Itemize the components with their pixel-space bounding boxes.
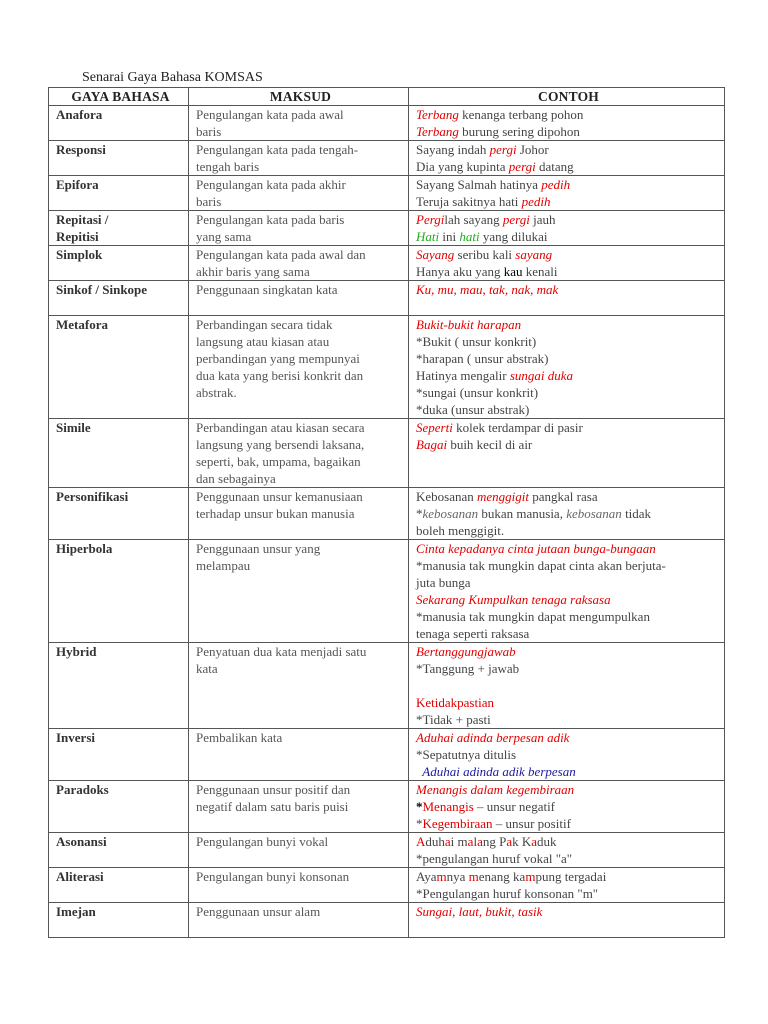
contoh-line [416, 367, 721, 384]
contoh-text: bukan manusia, [478, 506, 567, 521]
contoh-text: yang dilukai [479, 229, 548, 244]
contoh-text: boleh menggigit. [416, 523, 505, 538]
contoh-text: – unsur positif [492, 816, 571, 831]
maksud-cell [189, 106, 409, 141]
contoh-cell [409, 246, 725, 281]
maksud-line: negatif dalam satu baris puisi [196, 799, 349, 814]
contoh-text: *Sepatutnya ditulis [416, 747, 517, 762]
header-gaya-bahasa: GAYA BAHASA [49, 88, 189, 106]
contoh-text: duh [425, 834, 445, 849]
gaya-bahasa-cell [49, 729, 189, 781]
contoh-text: Hanya aku yang [416, 264, 504, 279]
contoh-text: m [525, 869, 536, 884]
contoh-line [416, 591, 721, 608]
contoh-text: duk [537, 834, 557, 849]
contoh-text: *Tidak + pasti [416, 712, 491, 727]
contoh-text: Sekarang Kumpulkan tenaga raksasa [416, 592, 611, 607]
contoh-text: *Tanggung + jawab [416, 661, 520, 676]
contoh-line [416, 763, 721, 780]
contoh-text: Bertanggungjawab [416, 644, 516, 659]
maksud-line: akhir baris yang sama [196, 264, 310, 279]
gaya-bahasa-cell [49, 781, 189, 833]
contoh-line [416, 746, 721, 763]
contoh-line [416, 316, 721, 333]
table-row [49, 106, 725, 141]
contoh-text: *Pengulangan huruf konsonan "m" [416, 886, 599, 901]
contoh-text: Sayang indah [416, 142, 490, 157]
contoh-text: kenanga terbang pohon [458, 107, 584, 122]
contoh-text: ini [439, 229, 460, 244]
contoh-text: burung sering dipohon [458, 124, 580, 139]
contoh-line [416, 401, 721, 418]
contoh-text: pangkal rasa [529, 489, 598, 504]
contoh-cell [409, 176, 725, 211]
contoh-text: Hatinya mengalir [416, 368, 510, 383]
contoh-cell [409, 106, 725, 141]
contoh-text: sungai duka [509, 368, 574, 383]
contoh-cell [409, 281, 725, 316]
maksud-cell [189, 540, 409, 643]
gaya-bahasa-name: Paradoks [56, 782, 109, 797]
gaya-bahasa-cell [49, 540, 189, 643]
contoh-cell [409, 781, 725, 833]
maksud-cell [189, 419, 409, 488]
contoh-line [416, 436, 721, 453]
table-row [49, 643, 725, 729]
contoh-text: Kegembiraan [422, 816, 493, 831]
contoh-text: Terbang [416, 124, 459, 139]
contoh-cell [409, 868, 725, 903]
table-row [49, 281, 725, 316]
contoh-line [416, 505, 721, 522]
contoh-text: *manusia tak mungkin dapat cinta akan berjuta- [416, 558, 666, 573]
contoh-text: pergi [508, 159, 536, 174]
contoh-text: Aya [416, 869, 437, 884]
maksud-cell [189, 781, 409, 833]
contoh-line [416, 868, 721, 885]
maksud-cell [189, 246, 409, 281]
contoh-line [416, 903, 721, 920]
table-row [49, 903, 725, 938]
contoh-line [416, 176, 721, 193]
contoh-line [416, 557, 721, 574]
gaya-bahasa-name: Simplok [56, 247, 103, 262]
contoh-text: Teruja sakitnya hati [416, 194, 522, 209]
gaya-bahasa-name: Imejan [56, 904, 96, 919]
contoh-text: Aduhai adinda adik berpesan [416, 764, 576, 779]
gaya-bahasa-cell [49, 141, 189, 176]
maksud-line: Perbandingan secara tidak [196, 317, 333, 332]
contoh-text: jauh [529, 212, 556, 227]
contoh-text: i m [450, 834, 468, 849]
contoh-line [416, 660, 721, 677]
maksud-cell [189, 729, 409, 781]
contoh-text: pung tergadai [535, 869, 607, 884]
contoh-text: nya [446, 869, 469, 884]
contoh-text: a [467, 834, 474, 849]
gaya-bahasa-name: Epifora [56, 177, 99, 192]
table-row [49, 246, 725, 281]
contoh-line [416, 625, 721, 642]
contoh-text: pergi [502, 212, 530, 227]
contoh-cell [409, 833, 725, 868]
table-header-row [49, 88, 725, 106]
contoh-cell [409, 419, 725, 488]
contoh-line [416, 643, 721, 660]
contoh-text: Cinta kepadanya cinta jutaan bunga-bungaan [416, 541, 656, 556]
maksud-line: Pengulangan bunyi vokal [196, 834, 329, 849]
contoh-line [416, 263, 721, 280]
gaya-bahasa-name: Hybrid [56, 644, 97, 659]
maksud-cell [189, 211, 409, 246]
maksud-cell [189, 141, 409, 176]
gaya-bahasa-cell [49, 868, 189, 903]
header-contoh: CONTOH [409, 88, 725, 106]
contoh-line [416, 711, 721, 728]
contoh-text: – unsur negatif [473, 799, 556, 814]
table-row [49, 781, 725, 833]
contoh-text: pergi [489, 142, 517, 157]
maksud-line: Penyatuan dua kata menjadi satu [196, 644, 367, 659]
contoh-line [416, 694, 721, 711]
gaya-bahasa-cell [49, 903, 189, 938]
gaya-bahasa-cell [49, 281, 189, 316]
contoh-cell [409, 903, 725, 938]
contoh-text: lah sayang [444, 212, 503, 227]
maksud-line: abstrak. [196, 385, 237, 400]
contoh-text: kolek terdampar di pasir [452, 420, 583, 435]
maksud-line: Pengulangan bunyi konsonan [196, 869, 350, 884]
maksud-cell [189, 281, 409, 316]
contoh-text: k K [512, 834, 532, 849]
gaya-bahasa-name: Metafora [56, 317, 108, 332]
contoh-line [416, 123, 721, 140]
contoh-text: buih kecil di air [447, 437, 533, 452]
contoh-text: Kebosanan [416, 489, 478, 504]
contoh-line [416, 608, 721, 625]
contoh-text: *Bukit ( unsur konkrit) [416, 334, 537, 349]
maksud-line: Perbandingan atau kiasan secara [196, 420, 365, 435]
gaya-bahasa-table [48, 87, 725, 938]
contoh-text: * [416, 799, 423, 814]
contoh-line [416, 333, 721, 350]
table-row [49, 540, 725, 643]
contoh-line [416, 350, 721, 367]
contoh-cell [409, 316, 725, 419]
contoh-line [416, 488, 721, 505]
table-body [49, 106, 725, 938]
contoh-line [416, 419, 721, 436]
contoh-line [416, 141, 721, 158]
maksud-line: Pengulangan kata pada akhir [196, 177, 346, 192]
table-row [49, 316, 725, 419]
contoh-text: Bagai [416, 437, 448, 452]
contoh-text: Sungai, laut, bukit, tasik [416, 904, 543, 919]
maksud-cell [189, 643, 409, 729]
table-row [49, 488, 725, 540]
gaya-bahasa-name: Repitisi [56, 229, 99, 244]
contoh-text: enang ka [478, 869, 526, 884]
contoh-text: * [416, 816, 423, 831]
gaya-bahasa-cell [49, 316, 189, 419]
contoh-text: a [531, 834, 538, 849]
contoh-text: tidak [621, 506, 652, 521]
contoh-text: Aduhai adinda berpesan adik [416, 730, 570, 745]
gaya-bahasa-name: Responsi [56, 142, 106, 157]
gaya-bahasa-name: Aliterasi [56, 869, 104, 884]
gaya-bahasa-cell [49, 419, 189, 488]
gaya-bahasa-name: Anafora [56, 107, 103, 122]
contoh-line [416, 522, 721, 539]
contoh-text: menggigit [477, 489, 530, 504]
gaya-bahasa-name: Repitasi / [56, 212, 109, 227]
contoh-text: l [473, 834, 478, 849]
table-row [49, 176, 725, 211]
contoh-text: m [468, 869, 479, 884]
contoh-text: Pergi [416, 212, 445, 227]
maksud-line: Pengulangan kata pada awal dan [196, 247, 366, 262]
contoh-text: pedih [541, 177, 571, 192]
contoh-text: *manusia tak mungkin dapat mengumpulkan [416, 609, 650, 624]
contoh-cell [409, 643, 725, 729]
gaya-bahasa-cell [49, 176, 189, 211]
maksud-cell [189, 833, 409, 868]
contoh-text: hati [459, 229, 480, 244]
contoh-cell [409, 729, 725, 781]
contoh-cell [409, 488, 725, 540]
contoh-text: a [477, 834, 483, 849]
contoh-line [416, 781, 721, 798]
maksud-line: Pengulangan kata pada awal [196, 107, 344, 122]
contoh-text: juta bunga [416, 575, 471, 590]
maksud-line: Pembalikan kata [196, 730, 283, 745]
gaya-bahasa-name: Simile [56, 420, 91, 435]
contoh-text: Menangis dalam kegembiraan [416, 782, 575, 797]
maksud-line: baris [196, 194, 222, 209]
maksud-cell [189, 316, 409, 419]
contoh-text: kebosanan [422, 506, 479, 521]
contoh-line [416, 158, 721, 175]
gaya-bahasa-name: Sinkof / Sinkope [56, 282, 148, 297]
contoh-text: tenaga seperti raksasa [416, 626, 530, 641]
contoh-line [416, 106, 721, 123]
contoh-line [416, 574, 721, 591]
maksud-line: perbandingan yang mempunyai [196, 351, 360, 366]
maksud-line: Penggunaan unsur alam [196, 904, 321, 919]
maksud-line: Penggunaan unsur positif dan [196, 782, 351, 797]
contoh-text: *harapan ( unsur abstrak) [416, 351, 549, 366]
contoh-text: *sungai (unsur konkrit) [416, 385, 539, 400]
gaya-bahasa-cell [49, 106, 189, 141]
gaya-bahasa-name: Inversi [56, 730, 95, 745]
maksud-line: baris [196, 124, 222, 139]
maksud-line: terhadap unsur bukan manusia [196, 506, 355, 521]
table-row [49, 729, 725, 781]
contoh-text: Ketidakpastian [416, 695, 494, 710]
gaya-bahasa-name: Asonansi [56, 834, 107, 849]
contoh-text: Sayang Salmah hatinya [416, 177, 542, 192]
contoh-text: kenali [522, 264, 558, 279]
contoh-cell [409, 141, 725, 176]
table-row [49, 141, 725, 176]
contoh-line [416, 677, 721, 694]
maksud-line: langsung yang bersendi laksana, [196, 437, 365, 452]
contoh-line [416, 815, 721, 832]
gaya-bahasa-cell [49, 246, 189, 281]
maksud-line: kata [196, 661, 218, 676]
gaya-bahasa-cell [49, 833, 189, 868]
contoh-text: Johor [516, 142, 549, 157]
maksud-cell [189, 488, 409, 540]
maksud-line: melampau [196, 558, 251, 573]
contoh-text: m [436, 869, 447, 884]
contoh-line [416, 798, 721, 815]
maksud-line: Penggunaan unsur kemanusiaan [196, 489, 363, 504]
contoh-cell [409, 211, 725, 246]
contoh-line [416, 193, 721, 210]
contoh-text: A [416, 834, 426, 849]
gaya-bahasa-cell [49, 488, 189, 540]
contoh-line [416, 281, 721, 298]
maksud-cell [189, 176, 409, 211]
contoh-text: a [444, 834, 451, 849]
gaya-bahasa-cell [49, 211, 189, 246]
table-row [49, 419, 725, 488]
maksud-line: langsung atau kiasan atau [196, 334, 330, 349]
gaya-bahasa-name: Hiperbola [56, 541, 113, 556]
contoh-text: Bukit-bukit harapan [416, 317, 522, 332]
contoh-line [416, 540, 721, 557]
contoh-line [416, 850, 721, 867]
contoh-text: Ku, mu, mau, tak, nak, mak [416, 282, 559, 297]
contoh-text: *pengulangan huruf vokal "a" [416, 851, 573, 866]
table-row [49, 868, 725, 903]
contoh-text: * [416, 506, 423, 521]
contoh-text: Sayang [416, 247, 455, 262]
contoh-text: kebosanan [566, 506, 622, 521]
maksud-line: tengah baris [196, 159, 260, 174]
maksud-cell [189, 903, 409, 938]
maksud-line: dua kata yang berisi konkrit dan [196, 368, 364, 383]
contoh-line [416, 833, 721, 850]
maksud-line: yang sama [196, 229, 252, 244]
contoh-line [416, 246, 721, 263]
contoh-line [416, 211, 721, 228]
contoh-text: Seperti [416, 420, 453, 435]
contoh-line [416, 384, 721, 401]
contoh-text: seribu kali [454, 247, 516, 262]
contoh-line [416, 920, 721, 937]
contoh-text: pedih [521, 194, 551, 209]
contoh-text: Menangis [422, 799, 474, 814]
contoh-text: datang [535, 159, 574, 174]
contoh-text: Dia yang kupinta [416, 159, 509, 174]
page-title: Senarai Gaya Bahasa KOMSAS [82, 70, 263, 85]
contoh-line [416, 228, 721, 245]
contoh-text: *duka (unsur abstrak) [416, 402, 530, 417]
contoh-text: sayang [515, 247, 553, 262]
table-row [49, 833, 725, 868]
contoh-text: kau [503, 264, 523, 279]
maksud-line: Pengulangan kata pada tengah- [196, 142, 359, 157]
contoh-cell [409, 540, 725, 643]
maksud-line: Penggunaan unsur yang [196, 541, 321, 556]
gaya-bahasa-name: Personifikasi [56, 489, 129, 504]
maksud-cell [189, 868, 409, 903]
contoh-text: a [506, 834, 513, 849]
header-maksud: MAKSUD [189, 88, 409, 106]
table-row [49, 211, 725, 246]
maksud-line: seperti, bak, umpama, bagaikan [196, 454, 361, 469]
contoh-text: Terbang [416, 107, 459, 122]
maksud-line: dan sebagainya [196, 471, 276, 486]
maksud-line: Penggunaan singkatan kata [196, 282, 338, 297]
contoh-line [416, 729, 721, 746]
contoh-text: Hati [416, 229, 440, 244]
contoh-text: ng P [482, 834, 507, 849]
gaya-bahasa-cell [49, 643, 189, 729]
contoh-line [416, 885, 721, 902]
contoh-line [416, 298, 721, 315]
maksud-line: Pengulangan kata pada baris [196, 212, 345, 227]
